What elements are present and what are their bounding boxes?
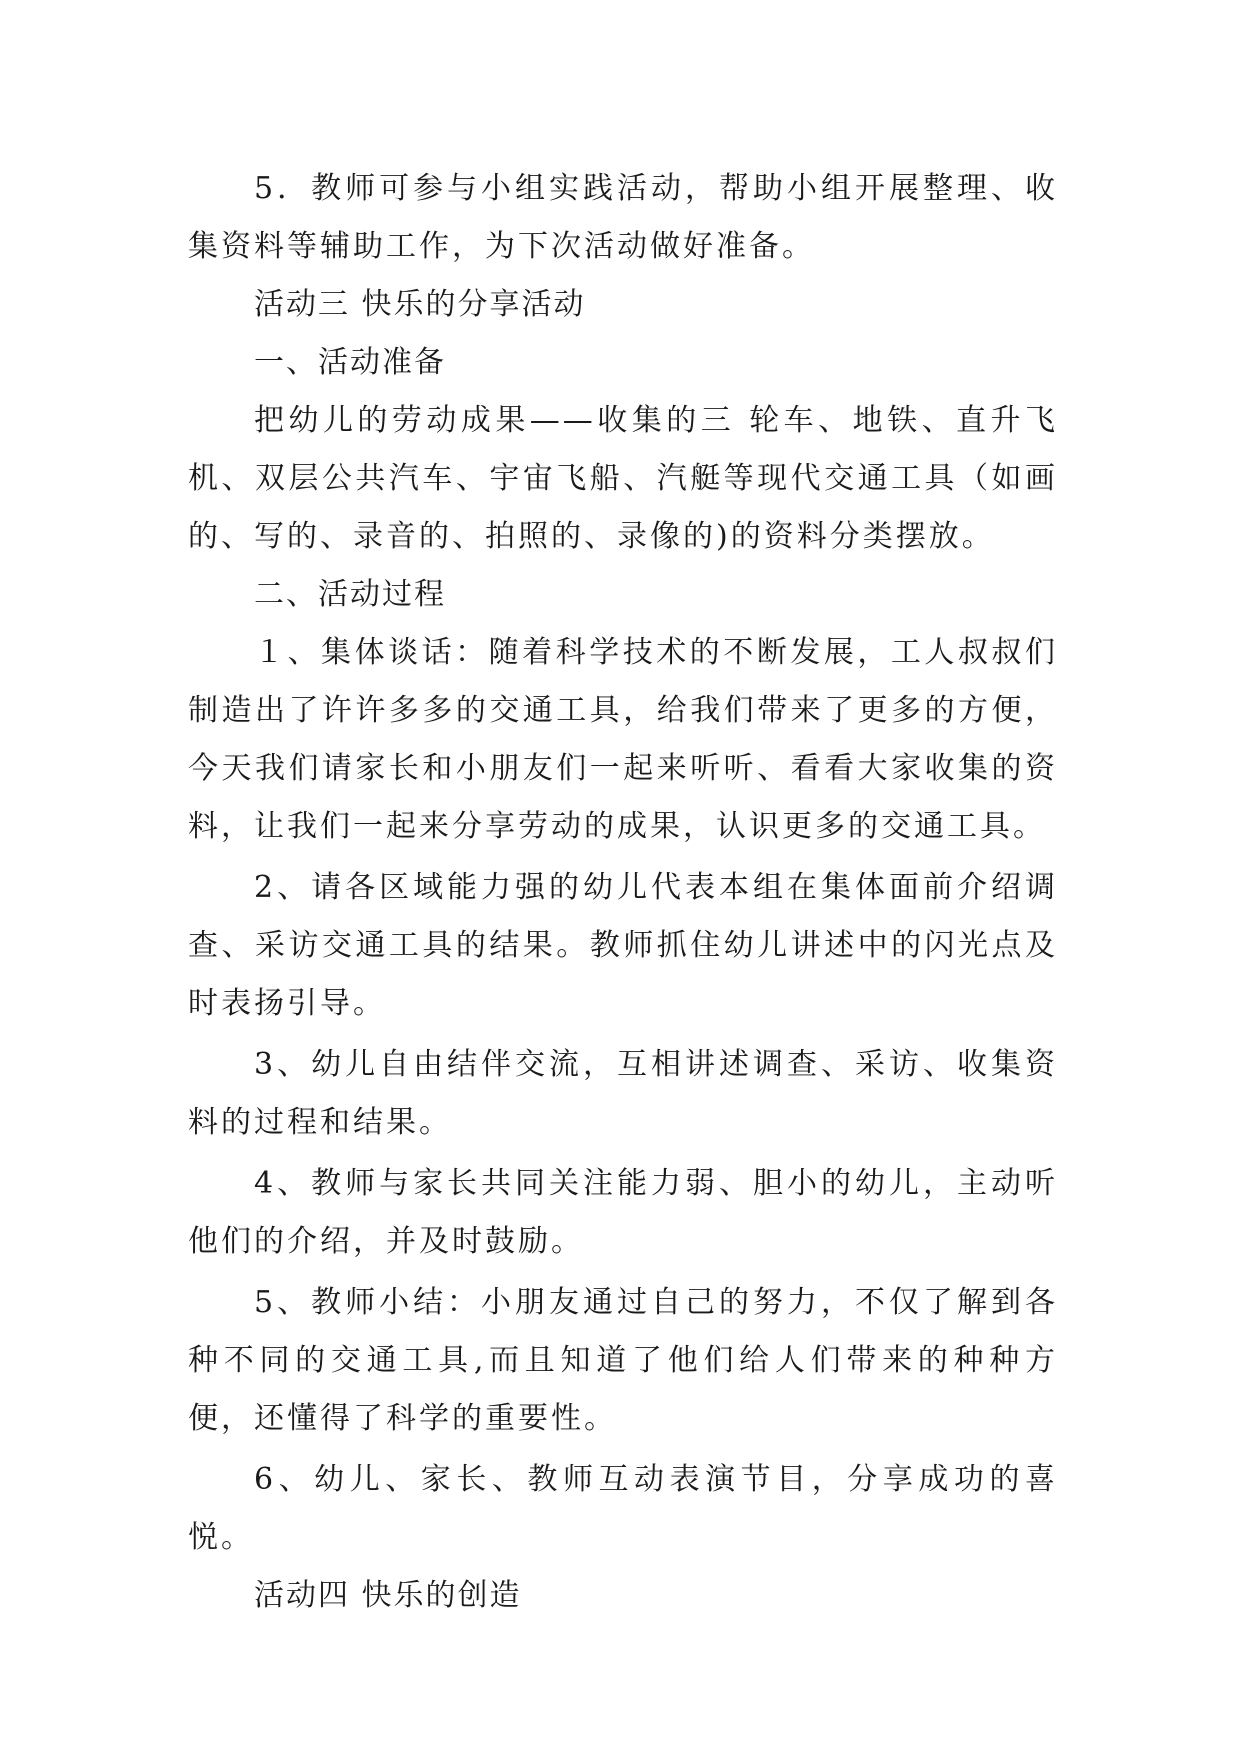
heading-activity-four: 活动四 快乐的创造 [254,1578,522,1613]
paragraph-teacher-participation: 5．教师可参与小组实践活动，帮助小组开展整理、收集资料等辅助工作，为下次活动做好准备。 [188,171,1058,264]
paragraph-step-4: 4、教师与家长共同关注能力弱、胆小的幼儿，主动听他们的介绍，并及时鼓励。 [188,1166,1058,1259]
paragraph-step-1: １、集体谈话：随着科学技术的不断发展，工人叔叔们制造出了许许多多的交通工具，给我们带来了更多的方便，今天我们请家长和小朋友们一起来听听、看看大家收集的资料，让我们一起来分享劳动的成果，认识更多的交通工具。 [188,635,1058,844]
heading-activity-process: 二、活动过程 [254,577,446,612]
document-body [188,160,1058,1625]
heading-activity-three: 活动三 快乐的分享活动 [254,287,586,322]
paragraph-step-6: 6、幼儿、家长、教师互动表演节目，分享成功的喜悦。 [188,1462,1058,1555]
paragraph-step-2: 2、请各区域能力强的幼儿代表本组在集体面前介绍调查、采访交通工具的结果。教师抓住幼儿讲述中的闪光点及时表扬引导。 [188,870,1058,1021]
paragraph-step-5: 5、教师小结：小朋友通过自己的努力，不仅了解到各种不同的交通工具,而且知道了他们给人们带来的种种方便，还懂得了科学的重要性。 [188,1285,1058,1436]
heading-activity-preparation: 一、活动准备 [254,345,446,380]
paragraph-preparation-detail: 把幼儿的劳动成果——收集的三 轮车、地铁、直升飞机、双层公共汽车、宇宙飞船、汽艇等现代交通工具（如画的、写的、录音的、拍照的、录像的)的资料分类摆放。 [188,403,1058,554]
paragraph-step-3: 3、幼儿自由结伴交流，互相讲述调查、采访、收集资料的过程和结果。 [188,1047,1058,1140]
